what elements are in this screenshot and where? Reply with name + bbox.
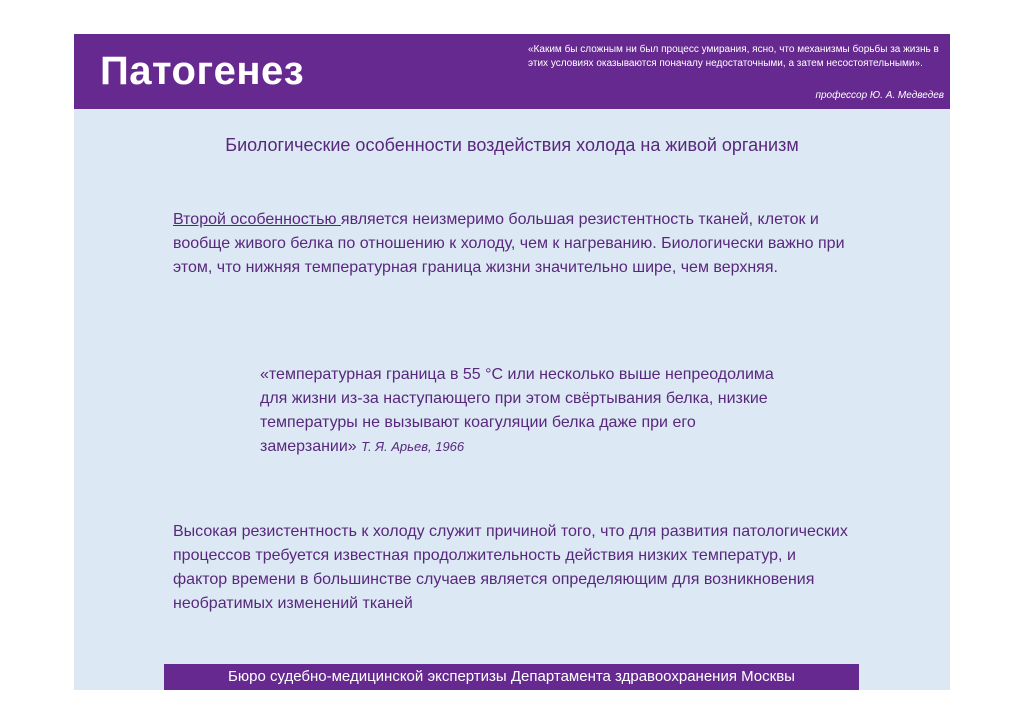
paragraph-text: является неизмеримо большая резистентность тканей, клеток и вообще живого белка по отношению к холоду, чем к нагреванию. Биологически важно при этом, что нижняя температурная граница жизни значительно шире, чем верхняя.	[173, 211, 845, 276]
paragraph-time-factor: Высокая резистентность к холоду служит причиной того, что для развития патологических процессов требуется известная продолжительность действия низких температур, и фактор времени в большинстве случаев является определяющим для возникновения необратимых изменений тканей	[173, 523, 848, 612]
slide-title: Патогенез	[100, 49, 305, 93]
slide	[74, 34, 950, 690]
epigraph-quote: «Каким бы сложным ни был процесс умирания, ясно, что механизмы борьбы за жизнь в этих условиях оказываются поначалу недостаточными, а затем несостоятельными».	[528, 44, 939, 69]
footer-banner: Бюро судебно-медицинской экспертизы Департамента здравоохранения Москвы	[164, 664, 859, 690]
header-bar	[74, 34, 950, 109]
quote-block	[260, 363, 780, 459]
paragraph-lead: Второй особенностью	[173, 211, 341, 228]
quote-citation: Т. Я. Арьев, 1966	[361, 439, 465, 454]
slide-subtitle: Биологические особенности воздействия холода на живой организм	[225, 135, 799, 155]
epigraph-author: профессор Ю. А. Медведев	[815, 90, 944, 101]
quote-text: «температурная граница в 55 °С или несколько выше непреодолима для жизни из-за наступающего при этом свёртывания белка, низкие температуры не вызывают коагуляции белка даже при его замерзании»	[260, 366, 774, 455]
paragraph-resistance	[173, 208, 853, 280]
